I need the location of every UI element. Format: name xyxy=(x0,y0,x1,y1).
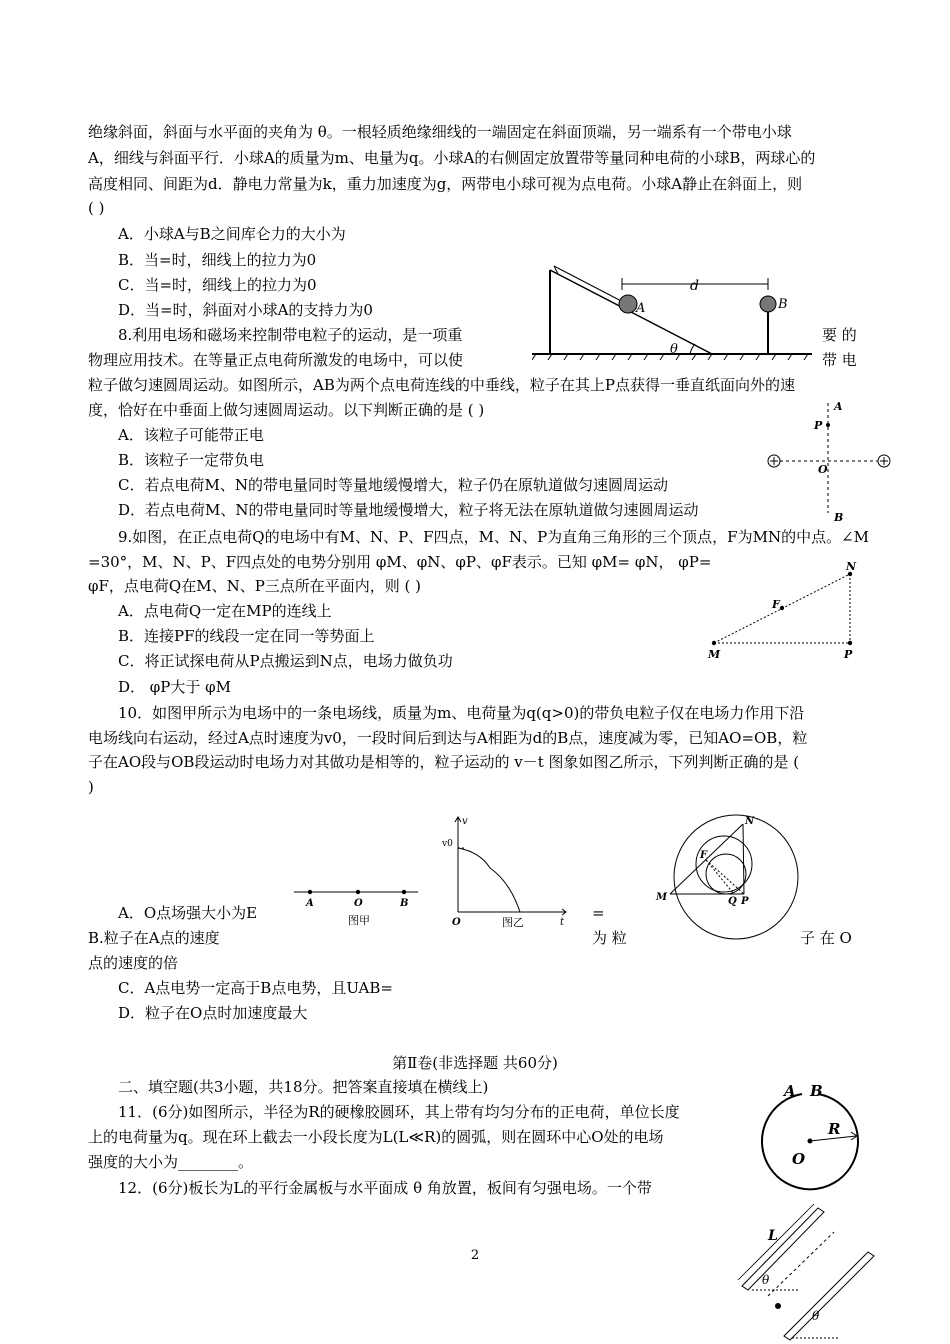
q9-option-b: B．连接PF的线段一定在同一等势面上 xyxy=(118,627,375,645)
fig10c-label-p: P xyxy=(741,896,749,907)
q8-line4: 度，恰好在中垂面上做匀速圆周运动。以下判断正确的是 ( ) xyxy=(88,401,485,419)
q10-option-b-cont: 点的速度的倍 xyxy=(88,954,179,972)
part2-section: 二、填空题(共3小题，共18分。把答案直接填在横线上) xyxy=(118,1078,489,1096)
q10-line1: 10．如图甲所示为电场中的一条电场线，质量为m、电荷量为q(q>0)的带负电粒子仅在电场力作用下沿 xyxy=(118,704,805,722)
fig12-label-l: L xyxy=(768,1228,778,1244)
fig7-label-a: A xyxy=(636,301,646,316)
q8-line2: 物理应用技术。在等量正点电荷所激发的电场中，可以使 xyxy=(88,351,464,369)
q9-line2: =30°，M、N、P、F四点处的电势分别用 φM、φN、φP、φF表示。已知 φM= φN， φP= xyxy=(88,553,712,571)
q9-option-d: D． φP大于 φM xyxy=(118,678,232,696)
q10-line2: 电场线向右运动，经过A点时速度为v0，一段时间后到达与A相距为d的B点，速度减为零，已知AO=OB，粒 xyxy=(88,729,808,747)
fig10c-label-q: Q xyxy=(728,896,737,907)
fig9-label-n: N xyxy=(846,560,857,573)
fig10a-label-b: B xyxy=(400,898,409,909)
q8-option-b: B．该粒子一定带负电 xyxy=(118,451,265,469)
q8-line3: 粒子做匀速圆周运动。如图所示，AB为两个点电荷连线的中垂线，粒子在其上P点获得一垂直纸面向外的速 xyxy=(88,376,795,394)
fig10c-label-n: N xyxy=(745,816,755,827)
fig8-label-a: A xyxy=(834,400,843,413)
q10-option-d: D．粒子在O点时加速度最大 xyxy=(118,1004,308,1022)
part2-title: 第Ⅱ卷(非选择题 共60分) xyxy=(392,1054,558,1072)
fig10b-caption: 图乙 xyxy=(502,916,524,929)
q9-line3: φF，点电荷Q在M、N、P三点所在平面内，则 ( ) xyxy=(88,577,422,595)
q7-line3: 高度相同、间距为d．静电力常量为k，重力加速度为g，两带电小球可视为点电荷。小球A静止在斜面上，则 xyxy=(88,175,803,193)
fig9-label-p: P xyxy=(844,648,853,661)
fig9-label-m: M xyxy=(708,648,721,661)
fig7-label-b: B xyxy=(778,297,788,312)
fig11-label-r: R xyxy=(828,1120,841,1138)
q10-option-c: C．A点电势一定高于B点电势，且UAB= xyxy=(118,979,393,997)
triangle-figure xyxy=(700,560,870,665)
fig8-label-o: O xyxy=(818,463,828,476)
fig10b-label-v: v xyxy=(462,816,468,827)
page-number: 2 xyxy=(470,1248,480,1263)
q8-line1-right: 要 的 xyxy=(822,326,857,344)
q8-option-a: A．该粒子可能带正电 xyxy=(118,426,264,444)
q7-option-b: B．当=时，细线上的拉力为0 xyxy=(118,251,317,269)
q10-line4: ) xyxy=(88,778,94,796)
q7-option-d: D．当=时，斜面对小球A的支持力为0 xyxy=(118,301,373,319)
fig7-label-theta: θ xyxy=(670,342,678,357)
q11-line2: 上的电荷量为q。现在环上截去一小段长度为L(L≪R)的圆弧，则在圆环中心O处的电场 xyxy=(88,1128,664,1146)
fig10b-label-o: O xyxy=(452,917,461,928)
fig10a-caption: 图甲 xyxy=(348,914,370,927)
vt-graph-figure xyxy=(440,812,575,932)
q8-option-d: D．若点电荷M、N的带电量同时等量地缓慢增大，粒子将无法在原轨道做匀速圆周运动 xyxy=(118,501,699,519)
fig11-label-a: A xyxy=(784,1082,796,1100)
fig9-label-f: F xyxy=(772,598,780,611)
q10-option-b-mid: 为 粒 xyxy=(592,929,627,947)
charges-figure xyxy=(762,395,902,525)
q7-option-c: C．当=时，细线上的拉力为0 xyxy=(118,276,317,294)
q10-option-a: A．O点场强大小为E xyxy=(118,904,258,922)
q9-option-c: C．将正试探电荷从P点搬运到N点，电场力做负功 xyxy=(118,652,453,670)
q10-line3: 子在AO段与OB段运动时电场力对其做功是相等的，粒子运动的 v－t 图象如图乙所示，下列判断正确的是 ( xyxy=(88,753,800,771)
q11-line1: 11．(6分)如图所示，半径为R的硬橡胶圆环，其上带有均匀分布的正电荷，单位长度 xyxy=(118,1103,680,1121)
q7-line2: A，细线与斜面平行．小球A的质量为m、电量为q。小球A的右侧固定放置带等量同种电荷的小球B，两球心的 xyxy=(88,149,816,167)
fig10b-label-t: t xyxy=(560,917,565,928)
q8-option-c: C．若点电荷M、N的带电量同时等量地缓慢增大，粒子仍在原轨道做匀速圆周运动 xyxy=(118,476,668,494)
q8-line2-right: 带 电 xyxy=(822,351,857,369)
q11-line3: 强度的大小为________。 xyxy=(88,1153,254,1171)
q9-line1: 9.如图，在正点电荷Q的电场中有M、N、P、F四点，M、N、P为直角三角形的三个顶点，F为MN的中点。∠M xyxy=(118,528,869,546)
q7-line1: 绝缘斜面，斜面与水平面的夹角为 θ。一根轻质绝缘细线的一端固定在斜面顶端，另一端系有一个带电小球 xyxy=(88,123,792,141)
fig12-label-theta1: θ xyxy=(762,1273,770,1287)
q10-equals: = xyxy=(592,904,605,922)
q7-line4: ( ) xyxy=(88,199,105,217)
fig7-label-d: d xyxy=(690,278,699,294)
fig10c-label-f: F xyxy=(700,850,708,861)
fig10c-label-m: M xyxy=(656,892,668,903)
circle-figure xyxy=(648,812,818,942)
field-line-figure xyxy=(292,880,422,930)
fig10a-label-a: A xyxy=(306,898,314,909)
fig11-label-o: O xyxy=(792,1150,806,1168)
q9-option-a: A．点电荷Q一定在MP的连线上 xyxy=(118,602,332,620)
q12-line1: 12．(6分)板长为L的平行金属板与水平面成 θ 角放置，板间有匀强电场。一个带 xyxy=(118,1179,652,1197)
fig8-label-p: P xyxy=(814,419,823,432)
incline-figure xyxy=(532,262,832,362)
q10-option-b-right: 子 在 O xyxy=(800,929,852,947)
ring-figure xyxy=(748,1076,873,1191)
q10-option-b: B.粒子在A点的速度 xyxy=(88,929,220,947)
fig10b-label-v0: v0 xyxy=(442,839,453,849)
fig8-label-b: B xyxy=(834,511,844,524)
q7-option-a: A．小球A与B之间库仑力的大小为 xyxy=(118,225,346,243)
fig10a-label-o: O xyxy=(354,898,363,909)
fig12-label-theta2: θ xyxy=(812,1309,820,1323)
q8-line1: 8.利用电场和磁场来控制带电粒子的运动，是一项重 xyxy=(118,326,463,344)
fig11-label-b: B xyxy=(810,1082,823,1100)
plates-figure xyxy=(728,1196,888,1344)
